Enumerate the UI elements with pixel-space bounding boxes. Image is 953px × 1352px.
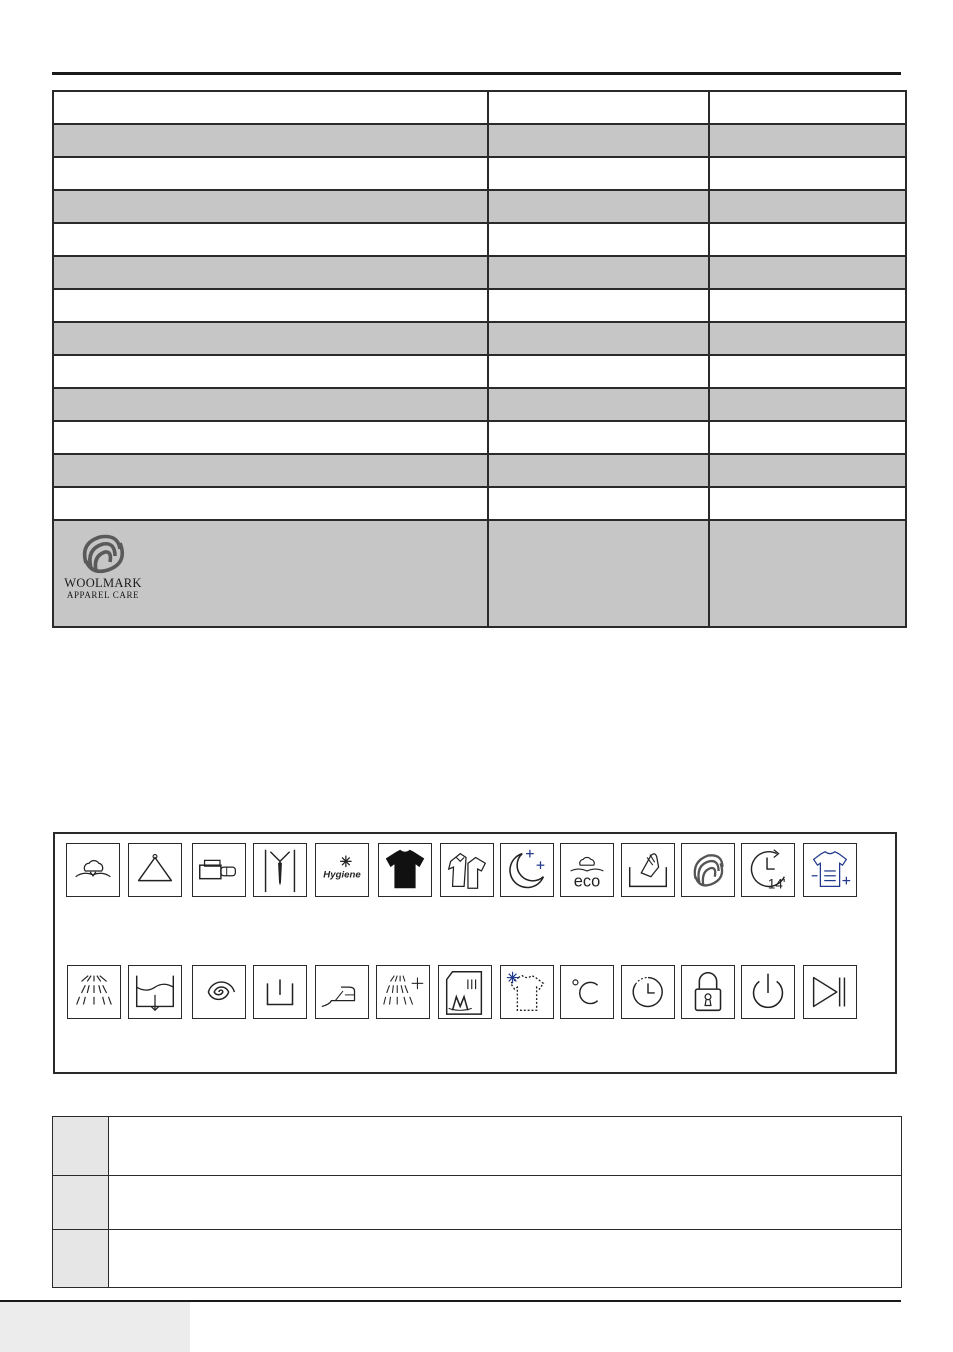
table-cell bbox=[53, 256, 488, 289]
hygiene-label: Hygiene bbox=[323, 869, 361, 881]
table-cell bbox=[53, 91, 488, 124]
eco-label: eco bbox=[573, 872, 601, 891]
table-cell bbox=[53, 223, 488, 256]
table-cell bbox=[53, 454, 488, 487]
start-pause-icon[interactable] bbox=[803, 965, 857, 1019]
table-cell bbox=[709, 124, 906, 157]
night-mode-icon[interactable] bbox=[500, 843, 554, 897]
row-number-cell bbox=[53, 1230, 109, 1288]
woolmark-subtitle: APPAREL CARE bbox=[66, 590, 140, 600]
table-cell bbox=[488, 355, 709, 388]
mix-icon[interactable] bbox=[440, 843, 494, 897]
table-cell bbox=[709, 157, 906, 190]
row-text-cell bbox=[109, 1117, 902, 1176]
table-cell bbox=[488, 322, 709, 355]
table-cell bbox=[53, 355, 488, 388]
table-row bbox=[53, 256, 906, 289]
quick-14-icon[interactable] bbox=[741, 843, 795, 897]
temperature-icon[interactable] bbox=[560, 965, 614, 1019]
table-row bbox=[53, 1117, 902, 1176]
woolmark-logo bbox=[58, 529, 148, 600]
table-row bbox=[53, 487, 906, 520]
table-cell bbox=[53, 520, 488, 627]
table-cell bbox=[709, 454, 906, 487]
table-row bbox=[53, 421, 906, 454]
spin-icon[interactable] bbox=[192, 965, 246, 1019]
table-cell bbox=[488, 157, 709, 190]
rinse-icon[interactable] bbox=[67, 965, 121, 1019]
table-cell bbox=[709, 487, 906, 520]
table-cell bbox=[488, 487, 709, 520]
top-rule bbox=[52, 72, 901, 75]
hygiene-icon[interactable] bbox=[315, 843, 369, 897]
eco-cotton-icon[interactable] bbox=[560, 843, 614, 897]
table-row bbox=[53, 157, 906, 190]
table-row bbox=[53, 223, 906, 256]
table-cell bbox=[709, 355, 906, 388]
table-cell bbox=[488, 454, 709, 487]
dark-care-icon[interactable] bbox=[378, 843, 432, 897]
table-cell bbox=[53, 157, 488, 190]
table-cell bbox=[488, 520, 709, 627]
no-spin-icon[interactable] bbox=[253, 965, 307, 1019]
table-row bbox=[53, 289, 906, 322]
child-lock-icon[interactable] bbox=[681, 965, 735, 1019]
spin-drain-icon[interactable] bbox=[128, 965, 182, 1019]
woolmark-name: WOOLMARK bbox=[64, 576, 142, 590]
table-cell bbox=[488, 223, 709, 256]
table-cell bbox=[53, 124, 488, 157]
table-row bbox=[53, 190, 906, 223]
table-cell bbox=[488, 289, 709, 322]
table-cell bbox=[709, 520, 906, 627]
table-cell bbox=[53, 322, 488, 355]
table-cell bbox=[53, 421, 488, 454]
row-number-cell bbox=[53, 1117, 109, 1176]
table-row bbox=[53, 1230, 902, 1288]
table-cell bbox=[488, 388, 709, 421]
icon-panel bbox=[53, 832, 897, 1074]
table-cell bbox=[709, 190, 906, 223]
jacket-care-icon[interactable] bbox=[500, 965, 554, 1019]
table-row bbox=[53, 322, 906, 355]
program-table bbox=[52, 90, 907, 628]
bottom-table bbox=[52, 1116, 902, 1288]
bedding-icon[interactable] bbox=[192, 843, 246, 897]
table-cell bbox=[488, 256, 709, 289]
table-row bbox=[53, 124, 906, 157]
table-cell bbox=[709, 421, 906, 454]
row-text-cell bbox=[109, 1230, 902, 1288]
table-row bbox=[53, 388, 906, 421]
power-icon[interactable] bbox=[741, 965, 795, 1019]
woolmark-icon[interactable] bbox=[681, 843, 735, 897]
table-cell bbox=[709, 256, 906, 289]
table-cell bbox=[709, 388, 906, 421]
table-cell bbox=[53, 388, 488, 421]
table-cell bbox=[488, 421, 709, 454]
easy-iron-icon[interactable] bbox=[315, 965, 369, 1019]
table-row bbox=[53, 355, 906, 388]
super-short-icon[interactable] bbox=[803, 843, 857, 897]
synthetics-icon[interactable] bbox=[128, 843, 182, 897]
table-cell bbox=[709, 289, 906, 322]
table-cell bbox=[53, 487, 488, 520]
mini-icon[interactable] bbox=[438, 965, 492, 1019]
table-row bbox=[53, 1176, 902, 1230]
woolmark-ball-icon bbox=[74, 529, 132, 575]
table-cell bbox=[488, 190, 709, 223]
table-row bbox=[53, 520, 906, 627]
table-row bbox=[53, 454, 906, 487]
prewash-icon[interactable] bbox=[376, 965, 430, 1019]
table-cell bbox=[53, 289, 488, 322]
table-row bbox=[53, 91, 906, 124]
table-cell bbox=[53, 190, 488, 223]
table-cell bbox=[488, 91, 709, 124]
row-text-cell bbox=[109, 1176, 902, 1230]
table-cell bbox=[709, 91, 906, 124]
quick-label: 14' bbox=[767, 876, 786, 892]
page-corner-tab bbox=[0, 1302, 190, 1352]
table-cell bbox=[709, 223, 906, 256]
row-number-cell bbox=[53, 1176, 109, 1230]
hand-wash-icon[interactable] bbox=[621, 843, 675, 897]
table-cell bbox=[709, 322, 906, 355]
shirts-icon[interactable] bbox=[253, 843, 307, 897]
table-cell bbox=[488, 124, 709, 157]
delay-end-icon[interactable] bbox=[621, 965, 675, 1019]
cotton-icon[interactable] bbox=[66, 843, 120, 897]
